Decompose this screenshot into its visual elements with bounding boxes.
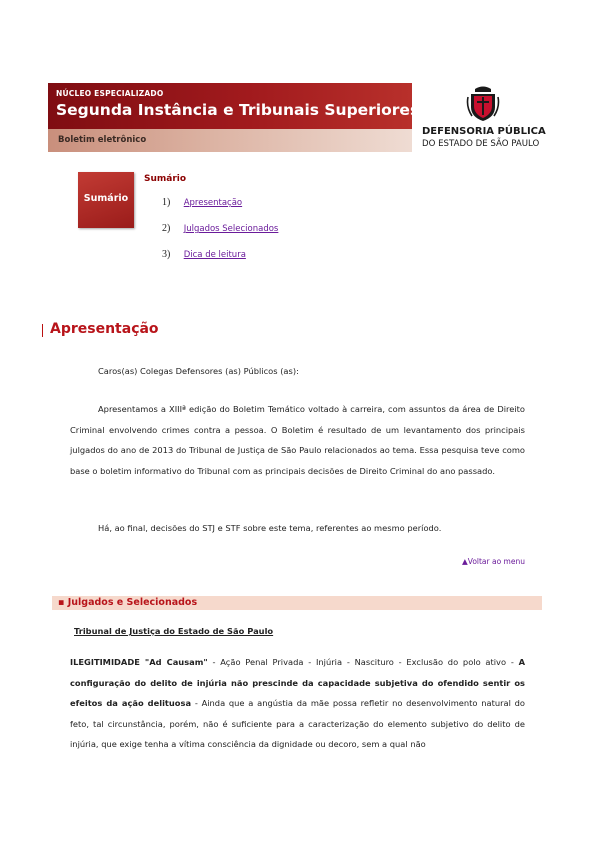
summary-badge-label: Sumário xyxy=(83,193,129,204)
toc-number: 1) xyxy=(162,197,171,208)
toc-item xyxy=(162,197,278,223)
case-title: ILEGITIMIDADE "Ad Causam" xyxy=(70,657,208,667)
banner-subtitle-band xyxy=(48,129,412,152)
section-marker xyxy=(42,324,43,337)
case-paragraph xyxy=(70,652,525,755)
toc-item xyxy=(162,223,278,249)
case-text: - Ainda que a angústia da mãe possa refletir no desenvolvimento natural do feto, tal circunstância, porém, não é suficiente para a caracterização do elemento subjetivo do delito de injúria, que exige tenha a vítima consciência da dignidade ou decoro, sem a qual não xyxy=(70,698,525,749)
back-to-menu-link[interactable]: ▲Voltar ao menu xyxy=(462,557,525,566)
toc-item xyxy=(162,249,278,275)
toc-number: 2) xyxy=(162,223,171,234)
summary-badge xyxy=(78,172,134,228)
summary-title: Sumário xyxy=(144,174,187,184)
coat-of-arms-icon xyxy=(466,85,500,123)
section-title-apresentacao: Apresentação xyxy=(50,321,159,337)
defensoria-logo xyxy=(422,85,550,153)
toc-number: 3) xyxy=(162,249,171,260)
toc-link-dica[interactable]: Dica de leitura xyxy=(183,250,246,260)
logo-subtitle: DO ESTADO DE SÃO PAULO xyxy=(422,139,540,149)
banner-title: Segunda Instância e Tribunais Superiores xyxy=(56,101,420,119)
table-of-contents xyxy=(162,197,278,275)
banner-title-band xyxy=(48,83,420,129)
case-headnote: A configuração do delito de injúria não prescinde da capacidade subjetiva do ofendido sentir os efeitos da ação delituosa xyxy=(70,657,526,708)
logo-title: DEFENSORIA PÚBLICA xyxy=(422,126,546,137)
banner-subtitle: Boletim eletrônico xyxy=(58,135,147,145)
banner-kicker: NÚCLEO ESPECIALIZADO xyxy=(56,89,164,98)
header-banner xyxy=(48,83,420,152)
closing-paragraph: Há, ao final, decisões do STJ e STF sobre este tema, referentes ao mesmo período. xyxy=(98,523,442,533)
salutation: Caros(as) Colegas Defensores (as) Públicos (as): xyxy=(98,366,299,376)
toc-link-julgados[interactable]: Julgados Selecionados xyxy=(183,224,279,234)
court-name: Tribunal de Justiça do Estado de São Paulo xyxy=(74,626,274,636)
section-title-julgados: ▪ Julgados e Selecionados xyxy=(58,597,198,608)
case-tags: - Ação Penal Privada - Injúria - Nascituro - Exclusão do polo ativo - xyxy=(207,657,519,667)
toc-link-apresentacao[interactable]: Apresentação xyxy=(183,198,243,208)
intro-paragraph: Apresentamos a XIIIª edição do Boletim Temático voltado à carreira, com assuntos da área de Direito Criminal envolvendo crimes contra a pessoa. O Boletim é resultado de um levantamento dos principais julgados do ano de 2013 do Tribunal de Justiça de São Paulo relacionados ao tema. Essa pesquisa teve como base o boletim informativo do Tribunal com as principais decisões de Direito Criminal do ano passado. xyxy=(70,404,525,476)
